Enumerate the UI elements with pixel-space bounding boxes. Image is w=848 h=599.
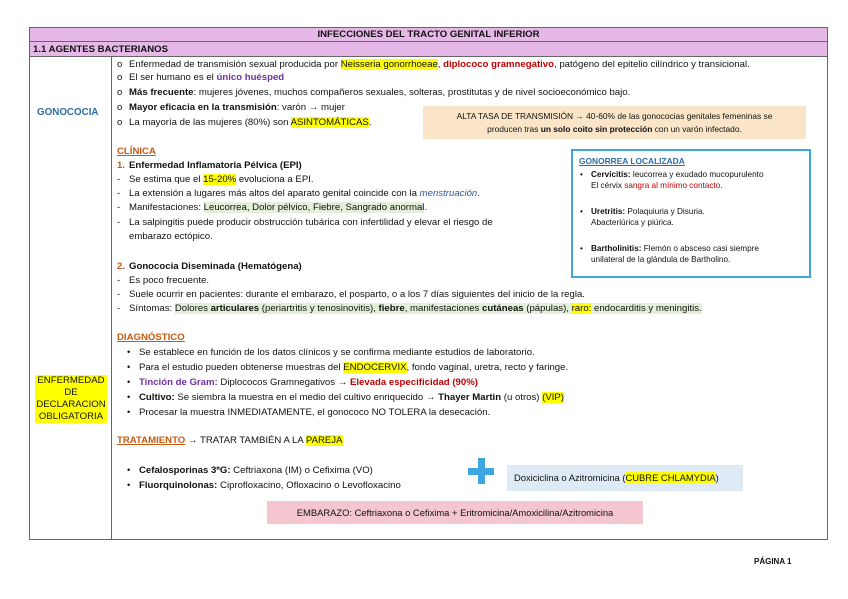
intro-line-3: o Más frecuente: mujeres jóvenes, muchos compañeros sexuales, solteras, prostitutas y de nivel socioeconómico bajo. (117, 87, 631, 98)
doxiciclina-box: Doxiciclina o Azitromicina (CUBRE CHLAMYDIA) (507, 465, 743, 491)
epi-item-3: - Manifestaciones: Leucorrea, Dolor pélvico, Fiebre, Sangrado anormal. (117, 202, 428, 213)
plus-icon (468, 458, 494, 484)
diagnostico-item-4: • Cultivo: Se siembra la muestra en el medio del cultivo enriquecido → Thayer Martin (u otros) (VIP) (127, 392, 564, 403)
localizada-heading: GONORREA LOCALIZADA (579, 156, 685, 166)
bartholinitis-item: • Bartholinitis: Flemón o absceso casi siempre unilateral de la glándula de Bartholino. (579, 243, 803, 265)
page-title: INFECCIONES DEL TRACTO GENITAL INFERIOR (30, 28, 827, 42)
epi-item-2: - La extensión a lugares más altos del aparato genital coincide con la menstruación. (117, 188, 480, 199)
tratamiento-item-2: • Fluorquinolonas: Ciprofloxacino, Ofloxacino o Levofloxacino (127, 480, 401, 491)
content-table (29, 27, 828, 540)
diseminada-item-3: - Síntomas: Dolores articulares (periartritis y tenosinovitis), fiebre, manifestaciones cutáneas (pápulas), raro: endocarditis y meningitis. (117, 303, 702, 314)
intro-line-1: o Enfermedad de transmisión sexual producida por Neisseria gonorrhoeae, diplococo gramnegativo, patógeno del epitelio cilíndrico y transicional. (117, 59, 750, 70)
tratamiento-item-1: • Cefalosporinas 3ªG: Ceftriaxona (IM) o Cefixima (VO) (127, 465, 373, 476)
epi-item-1: - Se estima que el 15-20% evoluciona a EPI. (117, 174, 314, 185)
gonorrea-localizada-box (571, 149, 811, 278)
clinica-heading: CLÍNICA (117, 146, 156, 157)
intro-line-2: o El ser humano es el único huésped (117, 72, 285, 83)
intro-line-5: o La mayoría de las mujeres (80%) son ASINTOMÁTICAS. (117, 117, 372, 128)
section-heading: 1.1 AGENTES BACTERIANOS (30, 42, 827, 57)
embarazo-box: EMBARAZO: Ceftriaxona o Cefixima + Eritromicina/Amoxicilina/Azitromicina (267, 501, 643, 524)
diagnostico-item-2: • Para el estudio pueden obtenerse muestras del ENDOCERVIX, fondo vaginal, uretra, recto y faringe. (127, 362, 569, 373)
diagnostico-item-5: • Procesar la muestra INMEDIATAMENTE, el gonococo NO TOLERA la desecación. (127, 407, 491, 418)
page-number: PÁGINA 1 (754, 557, 792, 566)
epi-item-4-cont: embarazo ectópico. (129, 231, 213, 242)
diseminada-item-1: - Es poco frecuente. (117, 275, 209, 286)
cervicitis-item: • Cervicitis: leucorrea y exudado mucopurulento El cérvix sangra al mínimo contacto. (579, 169, 803, 191)
left-column (30, 57, 112, 539)
diagnostico-item-1: • Se establece en función de los datos clínicos y se confirma mediante estudios de laboratorio. (127, 347, 535, 358)
intro-line-4: o Mayor eficacia en la transmisión: varón → mujer (117, 102, 345, 113)
diseminada-item-2: - Suele ocurrir en pacientes: durante el embarazo, el posparto, o a los 7 días siguientes del inicio de la regla. (117, 289, 585, 300)
gonococia-label: GONOCOCIA (37, 107, 99, 118)
epi-item-4: - La salpingitis puede producir obstrucción tubárica con infertilidad y elevar el riesgo de (117, 217, 493, 228)
tratamiento-heading: TRATAMIENTO → TRATAR TAMBIÉN A LA PAREJA (117, 435, 343, 446)
diagnostico-item-3: • Tinción de Gram: Diplococos Gramnegativos → Elevada especificidad (90%) (127, 377, 478, 388)
diagnostico-heading: DIAGNÓSTICO (117, 332, 185, 343)
diseminada-title: 2. Gonococia Diseminada (Hematógena) (117, 261, 302, 272)
epi-title: 1. Enfermedad Inflamatoria Pélvica (EPI) (117, 160, 302, 171)
transmission-callout: ALTA TASA DE TRANSMISIÓN → 40-60% de las gonococias genitales femeninas se producen tras un solo coito sin protección con un varón infectado. (423, 106, 806, 139)
edo-label: ENFERMEDAD DE DECLARACION OBLIGATORIA (36, 375, 106, 422)
uretritis-item: • Uretritis: Polaquiuria y Disuria. Abacteriúrica y piúrica. (579, 206, 803, 228)
